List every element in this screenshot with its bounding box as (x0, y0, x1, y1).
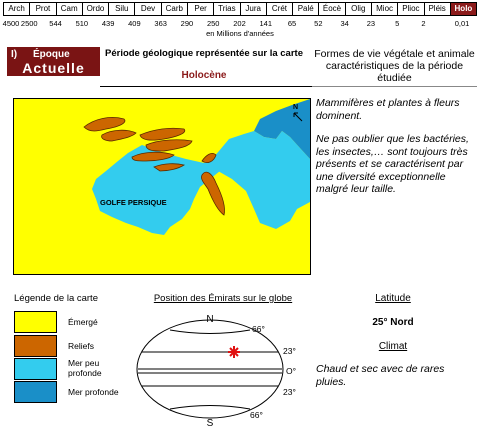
latitude-value: 25° Nord (372, 317, 414, 328)
epoch-block (7, 47, 100, 76)
legend-label-emerged: Émergé (68, 317, 98, 327)
legend-swatch-shallow-sea (14, 358, 57, 380)
timeline-era: Jura (240, 2, 267, 16)
timeline-era: Trias (213, 2, 240, 16)
timeline-tick: 52 (314, 19, 323, 28)
separator-line (100, 86, 312, 87)
legend-swatch-reliefs (14, 335, 57, 357)
timeline-era: Holo (450, 2, 477, 16)
timeline-tick: 0,01 (454, 19, 470, 28)
timeline-tick: 5 (395, 19, 400, 28)
period-name: Holocène (181, 70, 227, 81)
life-forms-title: Formes de vie végétale et animale caractéristiques de la période étudiée (314, 48, 475, 84)
timeline-tick: 250 (206, 19, 220, 28)
timeline-tick: 290 (180, 19, 194, 28)
timeline-era: Mioc (371, 2, 398, 16)
map-svg (14, 99, 310, 274)
timeline-era: Palé (292, 2, 319, 16)
timeline-era: Olig (345, 2, 372, 16)
timeline-era: Dev (134, 2, 161, 16)
timeline-tick: 34 (340, 19, 349, 28)
timeline-tick: 363 (154, 19, 167, 28)
epoch-name: Actuelle (22, 60, 85, 76)
timeline-era: Carb (161, 2, 188, 16)
timeline-ticks (0, 19, 480, 29)
timeline-era: Crét (266, 2, 293, 16)
gulf-label: GOLFE PERSIQUE (100, 198, 167, 207)
timeline-tick: 544 (49, 19, 62, 28)
north-label: N (293, 104, 299, 111)
globe-diagram (130, 312, 305, 427)
legend-label-reliefs: Reliefs (68, 341, 94, 351)
timeline-tick: 409 (128, 19, 141, 28)
legend-swatch-emerged (14, 311, 57, 333)
timeline-era: Prot (29, 2, 56, 16)
label-equator: O° (286, 366, 297, 376)
timeline-era: Arch (3, 2, 30, 16)
globe-title: Position des Émirats sur le globe (153, 293, 293, 304)
globe-north: N (206, 314, 214, 325)
life-text-2: Ne pas oublier que les bactéries, les insectes,… sont toujours très présents et se caractérisent par une diversité exceptionnelle malgré leur taille. (316, 133, 469, 195)
geologic-timeline (3, 2, 476, 16)
timeline-era: Cam (56, 2, 83, 16)
epoch-number: I) (11, 49, 18, 60)
timeline-tick: 510 (75, 19, 89, 28)
label-66s: 66° (250, 410, 263, 420)
gulf-map (13, 98, 311, 275)
label-23s: 23° (283, 387, 296, 397)
timeline-era: Plioc (397, 2, 424, 16)
label-66n: 66° (252, 324, 265, 334)
label-23n: 23° (283, 346, 296, 356)
separator-line (312, 86, 477, 87)
legend-title: Légende de la carte (14, 293, 98, 304)
timeline-era: Ordo (82, 2, 109, 16)
timeline-era: Per (187, 2, 214, 16)
legend-swatch-deep-sea (14, 381, 57, 403)
timeline-tick: 141 (259, 19, 273, 28)
timeline-tick: 23 (366, 19, 376, 28)
latitude-title: Latitude (375, 293, 411, 304)
timeline-tick: 65 (287, 19, 297, 28)
timeline-era: Silu (108, 2, 135, 16)
climate-title: Climat (378, 341, 408, 352)
life-text-1: Mammifères et plantes à fleurs dominent. (316, 97, 460, 122)
epoch-label: Époque (33, 49, 70, 60)
timeline-tick: 2 (421, 19, 426, 28)
timeline-era: Éocè (318, 2, 345, 16)
life-forms-text (316, 97, 476, 207)
timeline-tick: 202 (233, 19, 246, 28)
period-title: Période géologique représentée sur la carte (105, 48, 303, 59)
timeline-tick: 439 (101, 19, 115, 28)
legend-label-deep-sea: Mer profonde (68, 387, 119, 397)
legend-label-shallow-sea: Mer peu profonde (68, 358, 102, 378)
timeline-tick: 2500 (20, 19, 38, 28)
globe-south: S (206, 418, 214, 427)
timeline-era: Pléis (424, 2, 451, 16)
climate-text: Chaud et sec avec de rares pluies. (316, 363, 445, 388)
timeline-unit: en Millions d'années (206, 29, 274, 38)
timeline-tick: 4500 (2, 19, 20, 28)
